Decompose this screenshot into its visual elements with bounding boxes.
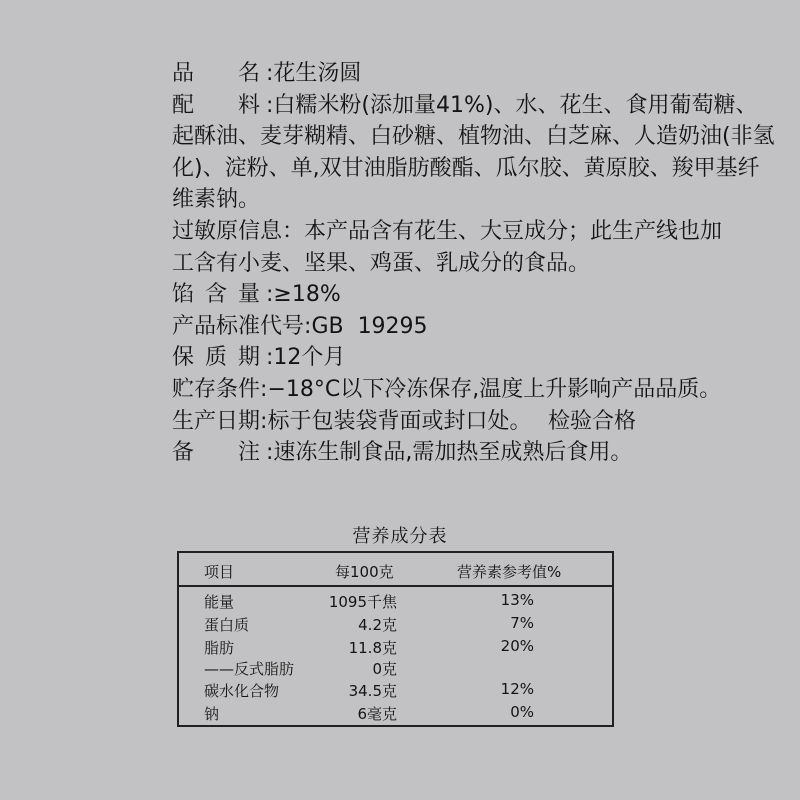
note-row: 备 注 : 速冻生制食品,需加热至成熟后食用。 [172,437,672,469]
header-amount: 每100克 [335,563,394,581]
inspection-mark: 检验合格 [548,408,637,434]
allergen-line-2: 工含有小麦、坚果、鸡蛋、乳成分的食品。 [172,250,591,276]
filling-row: 馅 含 量 : ≥18% [172,279,672,311]
product-name-key: 品 名 [172,61,260,86]
filling-value: ≥18% [273,282,341,308]
standard-key: 产品标准代号 [172,313,305,339]
storage-value: −18°C以下冷冻保存,温度上升影响产品品质。 [267,376,722,402]
ingredients-line-4: 维素钠。 [172,187,261,213]
allergen-line-1: 过敏原信息：本产品含有花生、大豆成分；此生产线也加 [172,218,723,244]
nutrition-title: 营养成分表 [352,526,448,547]
ingredients-line-1: 白糯米粉(添加量41%)、水、花生、食用葡萄糖、 [273,92,758,118]
product-label [172,58,775,469]
table-row: 蛋白质 4.2克 7% [204,614,534,634]
header-divider [179,585,612,587]
header-nrv: 营养素参考值% [457,563,562,581]
shelf-life-key: 保 质 期 [172,345,260,371]
ingredients-row: 配 料 : 白糯米粉(添加量41%)、水、花生、食用葡萄糖、 [172,90,672,122]
table-row: 钠 6毫克 0% [204,703,534,723]
table-row: 碳水化合物 34.5克 12% [204,680,534,700]
shelf-life-value: 12个月 [273,345,346,371]
standard-row: 产品标准代号 : GB 19295 [172,311,672,343]
header-item: 项目 [204,563,235,581]
storage-row: 贮存条件 : −18°C以下冷冻保存,温度上升影响产品品质。 [172,374,672,406]
shelf-life-row: 保 质 期 : 12个月 [172,342,672,374]
storage-key: 贮存条件 [172,376,261,402]
table-row: ——反式脂肪 0克 [204,660,397,678]
ingredients-key: 配 料 [172,92,260,118]
ingredients-line-2: 起酥油、麦芽糊精、白砂糖、植物油、白芝麻、人造奶油(非氢 [172,124,775,150]
product-name-value: 花生汤圆 [273,61,362,86]
product-name-row: 品 名 : 花生汤圆 [172,58,672,90]
nutrition-table [177,551,614,727]
table-row: 脂肪 11.8克 20% [204,637,534,657]
nutrition-header-row [179,553,612,587]
note-key: 备 注 [172,440,260,466]
ingredients-line-3: 化)、淀粉、单,双甘油脂肪酸酯、瓜尔胶、黄原胶、羧甲基纤 [172,155,760,181]
filling-key: 馅 含 量 [172,282,260,308]
production-date-key: 生产日期 [172,408,261,434]
table-row: 能量 1095千焦 13% [204,591,534,611]
production-date-row: 生产日期 : 标于包装袋背面或封口处。 检验合格 [172,406,672,438]
standard-value: GB 19295 [311,313,428,339]
note-value: 速冻生制食品,需加热至成熟后食用。 [273,440,633,466]
production-date-value: 标于包装袋背面或封口处。 [267,408,532,434]
